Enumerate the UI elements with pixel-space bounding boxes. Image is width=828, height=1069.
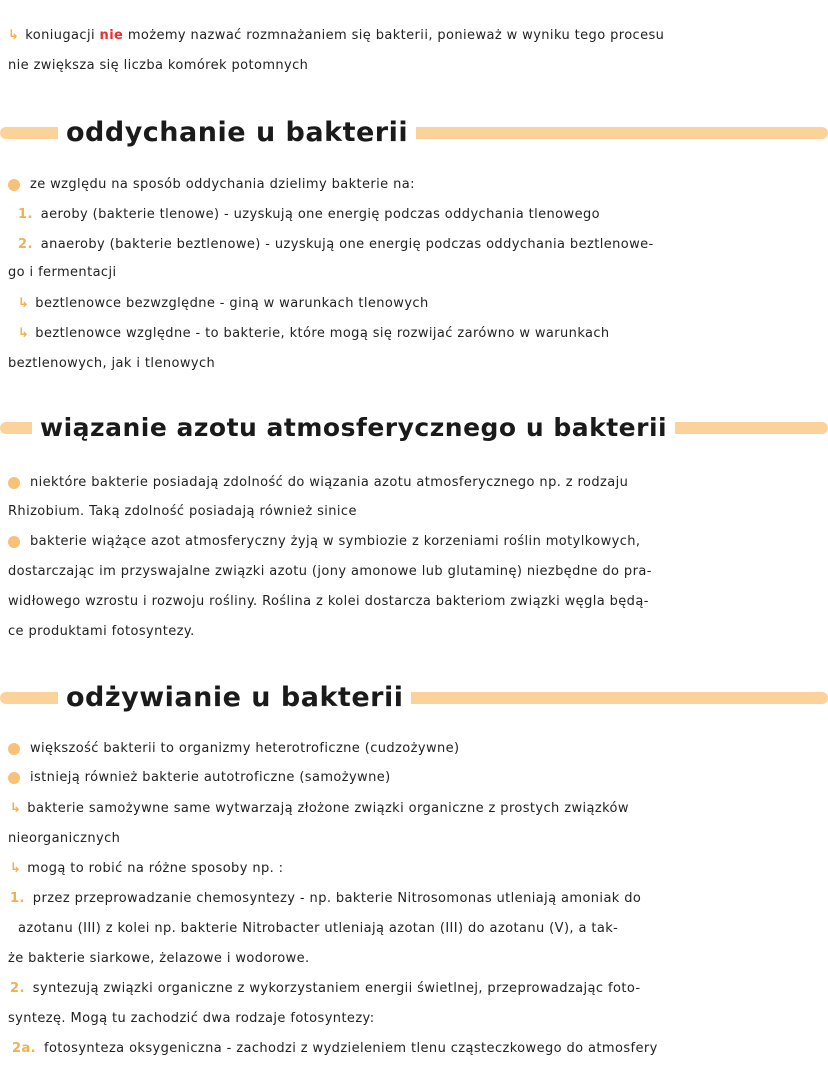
list-item-text: beztlenowce względne - to bakterie, które mogą się rozwijać zarówno w warunkach bbox=[35, 326, 610, 341]
list-item bbox=[18, 206, 828, 224]
arrow-icon: ↳ bbox=[10, 801, 22, 816]
list-item bbox=[8, 176, 828, 194]
heading-bar-right bbox=[370, 127, 828, 139]
intro-line-2: nie zwiększa się liczba komórek potomnych bbox=[8, 58, 309, 73]
list-item bbox=[8, 533, 828, 551]
arrow-icon: ↳ bbox=[10, 861, 22, 876]
list-number: 1. bbox=[18, 207, 33, 222]
list-item bbox=[8, 740, 828, 758]
list-item bbox=[18, 236, 828, 254]
list-item bbox=[18, 325, 828, 343]
list-item-continuation: dostarczając im przyswajalne związki azotu (jony amonowe lub glutaminę) niezbędne do pra- bbox=[8, 564, 652, 579]
list-item-continuation: ce produktami fotosyntezy. bbox=[8, 624, 195, 639]
list-number: 1. bbox=[10, 891, 25, 906]
list-item-continuation: widłowego wzrostu i rozwoju rośliny. Roślina z kolei dostarcza bakteriom związki węgla będą- bbox=[8, 594, 649, 609]
bullet-icon bbox=[8, 179, 20, 191]
bullet-icon bbox=[8, 772, 20, 784]
intro-emphasis: nie bbox=[99, 28, 124, 43]
arrow-icon: ↳ bbox=[18, 296, 30, 311]
list-item-text: istnieją również bakterie autotroficzne (samożywne) bbox=[30, 770, 391, 785]
section-title: wiązanie azotu atmosferycznego u bakterii bbox=[32, 410, 675, 446]
section-title: oddychanie u bakterii bbox=[58, 115, 416, 151]
list-item-continuation: Rhizobium. Taką zdolność posiadają również sinice bbox=[8, 504, 357, 519]
intro-text-b: możemy nazwać rozmnażaniem się bakterii, ponieważ w wyniku tego procesu bbox=[127, 28, 665, 43]
section-title: odżywianie u bakterii bbox=[58, 680, 411, 716]
list-item bbox=[12, 1040, 828, 1058]
list-item bbox=[10, 980, 828, 998]
list-item-text: aeroby (bakterie tlenowe) - uzyskują one energię podczas oddychania tlenowego bbox=[40, 207, 600, 222]
list-item-text: fotosynteza oksygeniczna - zachodzi z wydzieleniem tlenu cząsteczkowego do atmosfery bbox=[43, 1041, 658, 1056]
list-item-text: przez przeprowadzanie chemosyntezy - np. bakterie Nitrosomonas utleniają amoniak do bbox=[32, 891, 642, 906]
list-item-text: bakterie samożywne same wytwarzają złożone związki organiczne z prostych związków bbox=[27, 801, 629, 816]
list-item-text: bakterie wiążące azot atmosferyczny żyją w symbiozie z korzeniami roślin motylkowych, bbox=[30, 534, 641, 549]
list-item-continuation: syntezę. Mogą tu zachodzić dwa rodzaje fotosyntezy: bbox=[8, 1011, 375, 1026]
list-item-text: mogą to robić na różne sposoby np. : bbox=[27, 861, 284, 876]
intro-line-1 bbox=[8, 27, 828, 45]
list-item bbox=[10, 800, 828, 818]
list-item-continuation: go i fermentacji bbox=[8, 265, 117, 280]
bullet-icon bbox=[8, 536, 20, 548]
section-heading-wiazanie bbox=[0, 408, 828, 448]
list-item-text: niektóre bakterie posiadają zdolność do wiązania azotu atmosferycznego np. z rodzaju bbox=[30, 475, 629, 490]
list-item-continuation: nieorganicznych bbox=[8, 831, 121, 846]
list-item-text: anaeroby (bakterie beztlenowe) - uzyskują one energię podczas oddychania beztlenowe- bbox=[40, 237, 654, 252]
heading-bar-right bbox=[370, 692, 828, 704]
list-item-text: ze względu na sposób oddychania dzielimy bakterie na: bbox=[30, 177, 415, 192]
list-item-text: większość bakterii to organizmy heterotroficzne (cudzożywne) bbox=[30, 741, 460, 756]
list-number: 2. bbox=[18, 237, 33, 252]
section-heading-odzywianie bbox=[0, 678, 828, 718]
arrow-icon: ↳ bbox=[8, 28, 20, 43]
list-item-text: beztlenowce bezwzględne - giną w warunkach tlenowych bbox=[35, 296, 429, 311]
list-item-continuation: beztlenowych, jak i tlenowych bbox=[8, 356, 216, 371]
list-number: 2. bbox=[10, 981, 25, 996]
intro-text-a: koniugacji bbox=[25, 28, 95, 43]
list-item-continuation: azotanu (III) z kolei np. bakterie Nitrobacter utleniają azotan (III) do azotanu (V), a tak- bbox=[18, 921, 619, 936]
list-item-text: syntezują związki organiczne z wykorzystaniem energii świetlnej, przeprowadzając foto- bbox=[32, 981, 641, 996]
list-number: 2a. bbox=[12, 1041, 36, 1056]
list-item bbox=[10, 860, 828, 878]
list-item bbox=[18, 295, 828, 313]
list-item-continuation: że bakterie siarkowe, żelazowe i wodorowe. bbox=[8, 951, 310, 966]
list-item bbox=[10, 890, 828, 908]
list-item bbox=[8, 769, 828, 787]
list-item bbox=[8, 474, 828, 492]
bullet-icon bbox=[8, 477, 20, 489]
bullet-icon bbox=[8, 743, 20, 755]
section-heading-oddychanie bbox=[0, 113, 828, 153]
arrow-icon: ↳ bbox=[18, 326, 30, 341]
